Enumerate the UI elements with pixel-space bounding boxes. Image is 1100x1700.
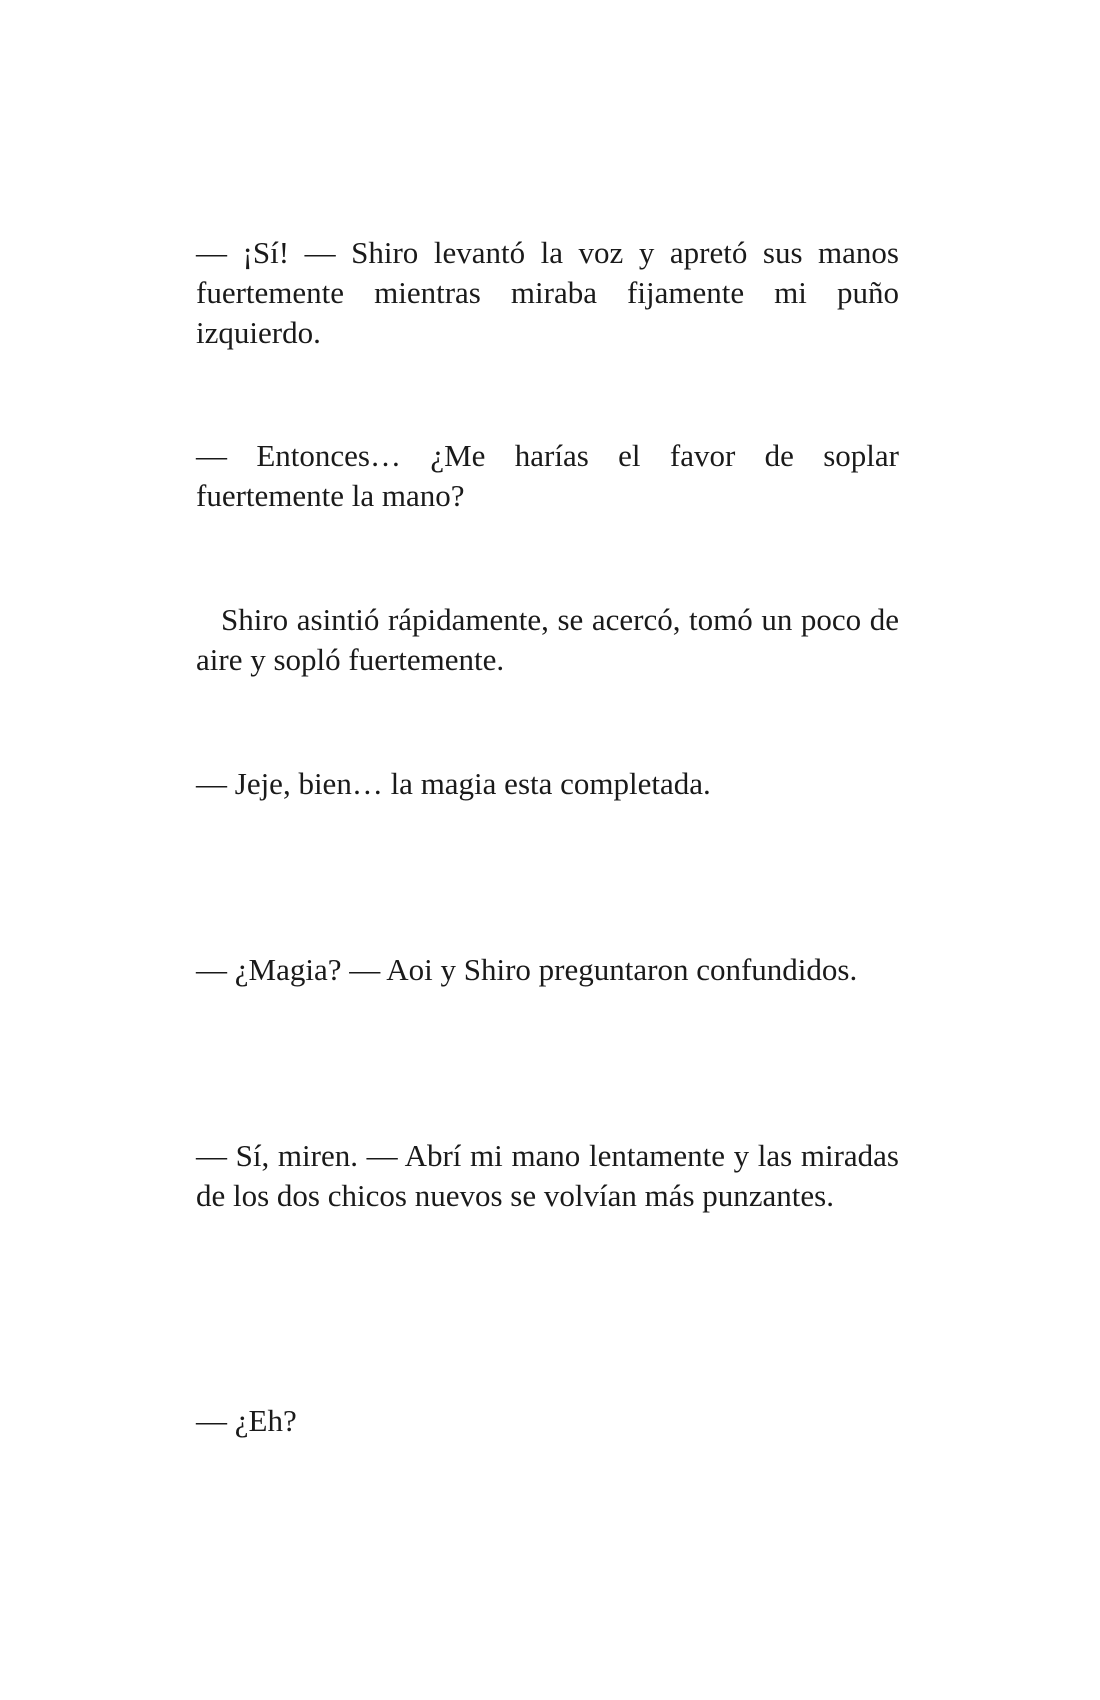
paragraph-6: — Sí, miren. — Abrí mi mano lentamente y las miradas de los dos chicos nuevos se volvían más punzantes. [196, 1138, 899, 1213]
paragraph-5: — ¿Magia? — Aoi y Shiro preguntaron confundidos. [196, 952, 858, 987]
paragraph-2: — Entonces… ¿Me harías el favor de soplar fuertemente la mano? [196, 438, 899, 513]
paragraph-4: — Jeje, bien… la magia esta completada. [196, 766, 711, 801]
paragraph-1: — ¡Sí! — Shiro levantó la voz y apretó sus manos fuertemente mientras miraba fijamente mi puño izquierdo. [196, 235, 899, 350]
paragraph-3: Shiro asintió rápidamente, se acercó, tomó un poco de aire y sopló fuertemente. [196, 602, 899, 677]
paragraph-7: — ¿Eh? [196, 1403, 297, 1438]
